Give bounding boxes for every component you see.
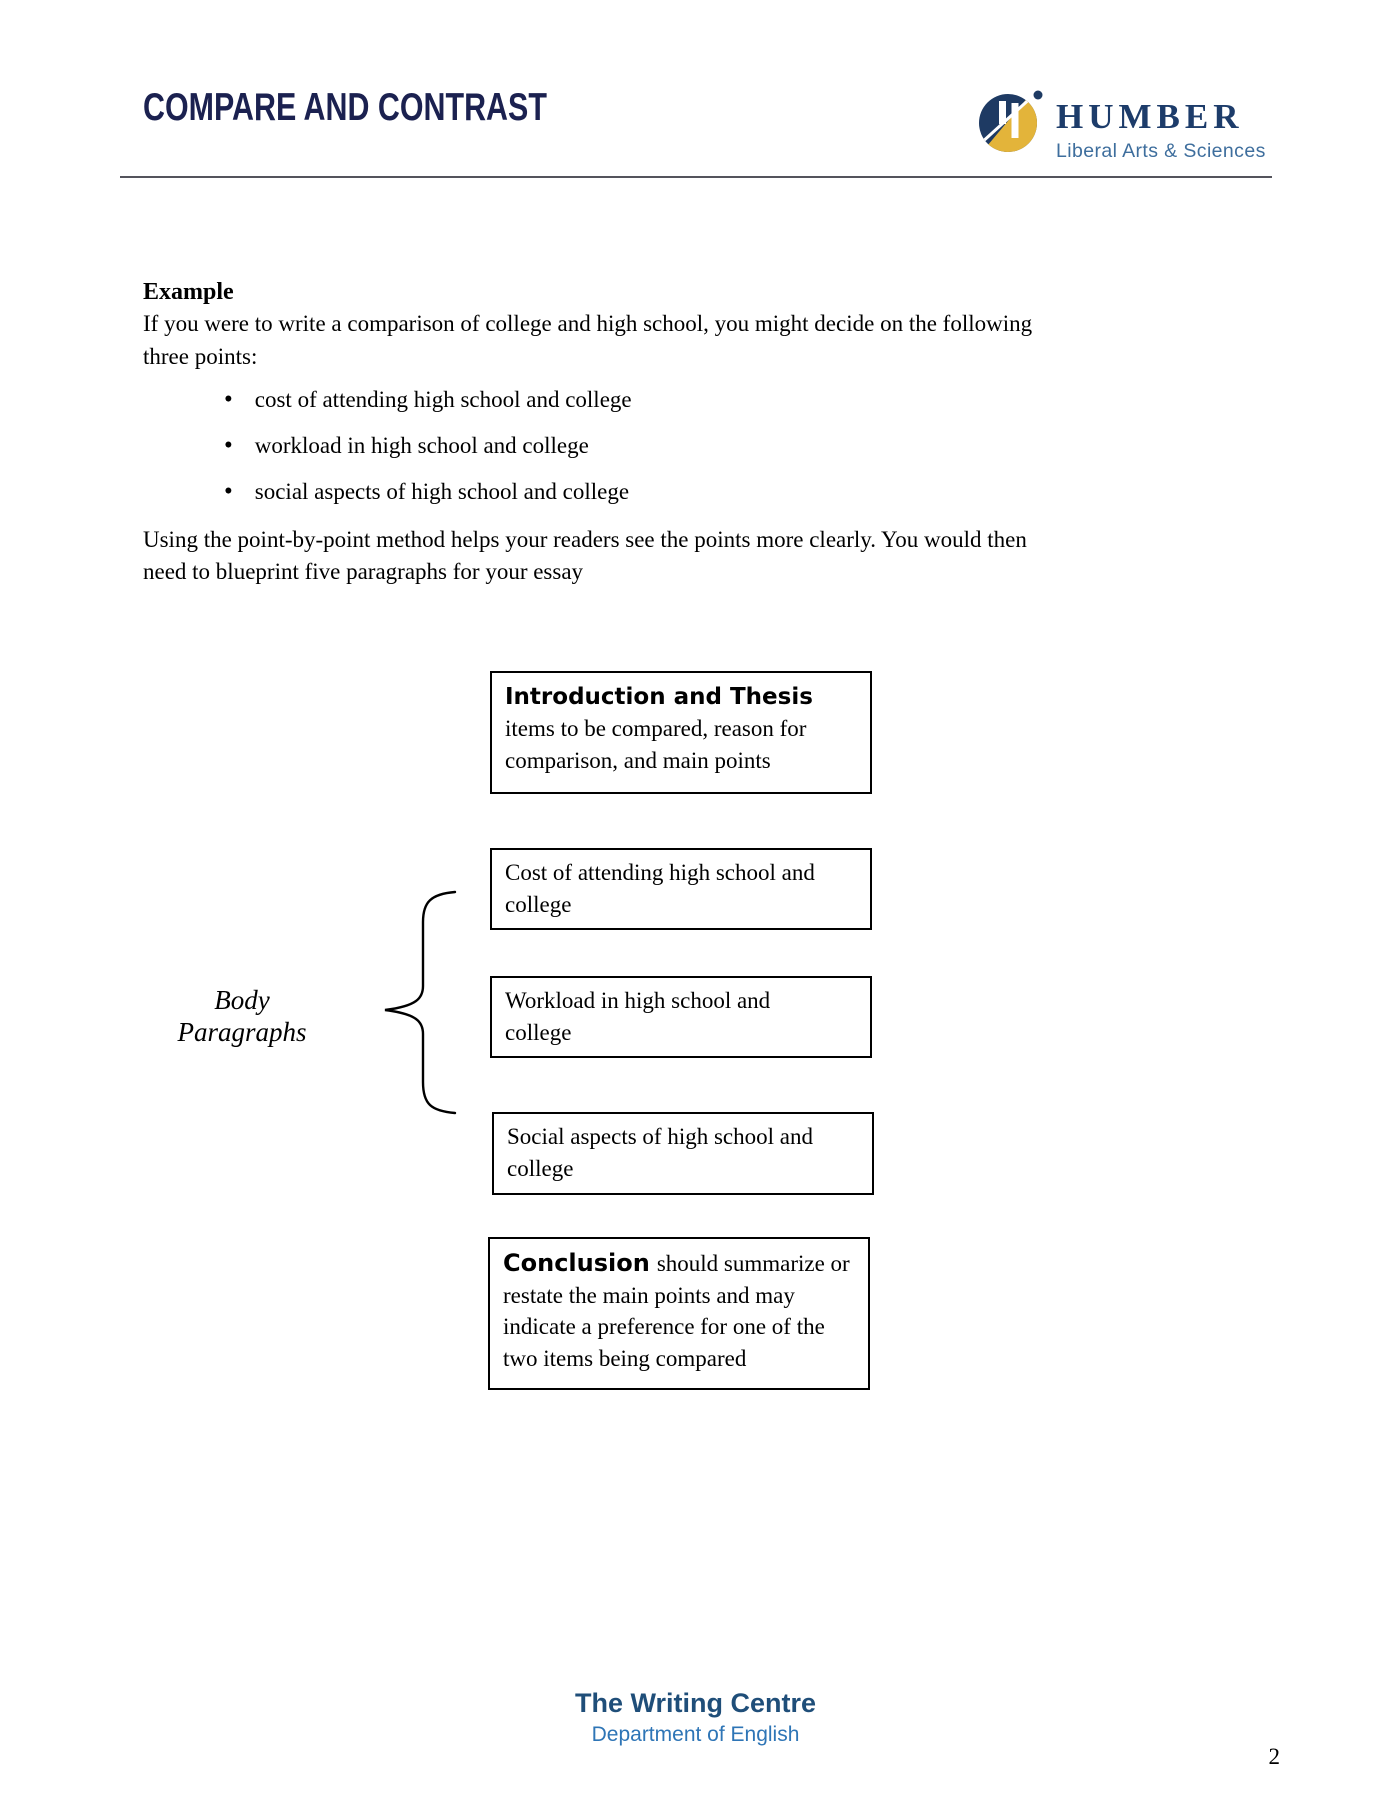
bullet-text: social aspects of high school and college bbox=[254, 479, 630, 504]
body-box-social bbox=[492, 1112, 874, 1195]
page-title: COMPARE AND CONTRAST bbox=[143, 86, 547, 129]
box-line: comparison, and main points bbox=[505, 748, 771, 773]
humber-subtitle: Liberal Arts & Sciences bbox=[1056, 140, 1266, 162]
example-heading: Example bbox=[143, 279, 234, 305]
bullet-icon: • bbox=[224, 432, 233, 459]
box-line: Workload in high school and bbox=[505, 988, 771, 1013]
box-line: indicate a preference for one of the bbox=[503, 1314, 825, 1339]
body-box-workload bbox=[490, 976, 872, 1058]
box-line bbox=[503, 1248, 855, 1280]
list-item bbox=[224, 431, 632, 461]
box-line: two items being compared bbox=[503, 1345, 747, 1371]
humber-logo-text bbox=[1056, 98, 1266, 163]
footer-writing-centre: The Writing Centre bbox=[574, 1688, 816, 1718]
bullet-list bbox=[224, 385, 632, 523]
bullet-icon: • bbox=[224, 386, 233, 413]
example-outro-paragraph bbox=[143, 524, 1027, 588]
box-line: college bbox=[505, 1020, 572, 1045]
body-label-line: Body bbox=[214, 985, 270, 1015]
box-line: Social aspects of high school and bbox=[507, 1124, 813, 1149]
box-line: college bbox=[507, 1156, 574, 1181]
bullet-icon: • bbox=[224, 478, 233, 505]
page-number: 2 bbox=[1268, 1744, 1280, 1769]
list-item bbox=[224, 477, 632, 507]
conclusion-box bbox=[488, 1237, 870, 1390]
box-line-text: should summarize or bbox=[656, 1251, 850, 1276]
box-line: restate the main points and may bbox=[503, 1282, 795, 1308]
box-line: Cost of attending high school and bbox=[505, 860, 815, 885]
example-intro-line: If you were to write a comparison of college and high school, you might decide on the following bbox=[143, 311, 1033, 336]
example-intro-paragraph bbox=[143, 307, 1032, 373]
box-line: items to be compared, reason for bbox=[505, 716, 807, 741]
box-title: Introduction and Thesis bbox=[505, 684, 813, 710]
body-box-cost bbox=[490, 848, 872, 930]
introduction-thesis-box bbox=[490, 671, 872, 794]
bullet-text: cost of attending high school and college bbox=[254, 387, 632, 412]
humber-logo-icon bbox=[978, 86, 1044, 156]
example-outro-line: Using the point-by-point method helps your readers see the points more clearly. You would then bbox=[143, 527, 1027, 552]
box-line: college bbox=[505, 892, 572, 917]
body-label-line: Paragraphs bbox=[177, 1017, 307, 1047]
conclusion-title: Conclusion bbox=[503, 1249, 650, 1277]
curly-brace-icon bbox=[375, 884, 459, 1118]
header-divider bbox=[120, 176, 1272, 178]
bullet-text: workload in high school and college bbox=[254, 433, 589, 458]
list-item bbox=[224, 385, 632, 415]
footer-department: Department of English bbox=[591, 1723, 800, 1746]
example-outro-line: need to blueprint five paragraphs for your essay bbox=[143, 559, 584, 584]
example-intro-line: three points: bbox=[143, 344, 258, 369]
body-paragraphs-label bbox=[142, 984, 342, 1048]
humber-wordmark: HUMBER bbox=[1056, 97, 1244, 136]
